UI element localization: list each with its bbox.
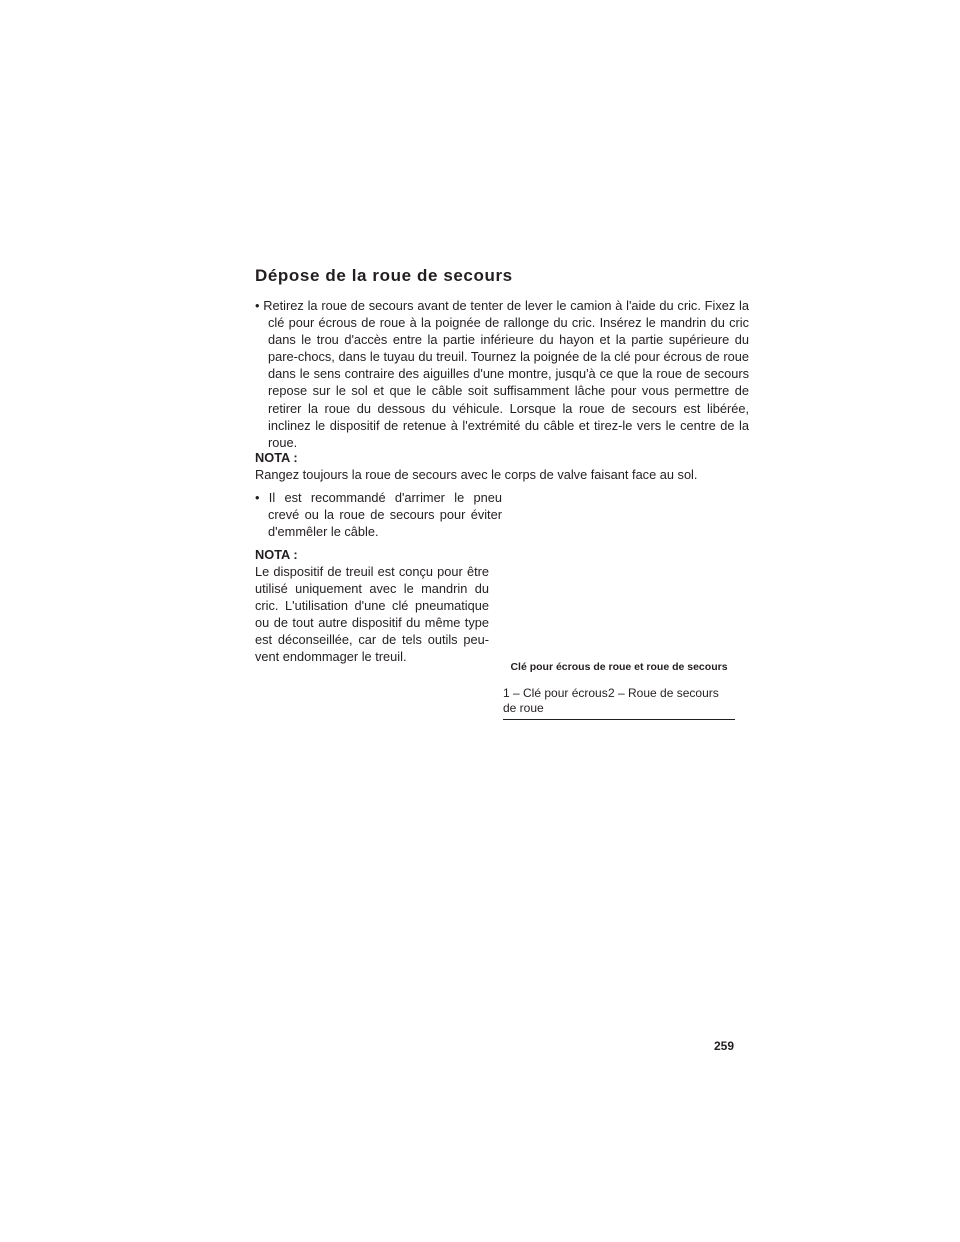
bullet-remove-spare: • Retirez la roue de secours avant de tenter de lever le camion à l'aide du cric. Fixez la clé pour écrous de roue à la poignée de rallonge du cric. Insérez le mandrin du cric dans le trou d'accès entre la partie inférieure du hayon et la partie supérieure du pare-chocs, dans le tuyau du treuil. Tournez la poignée de la clé pour écrous de roue dans le sens contraire des aiguilles d'une montre, jusqu'à ce que la roue de secours repose sur le sol et que le câble soit suffisamment lâche pour vous permettre de retirer la roue du dessous du véhicule. Lorsque la roue de secours est libérée, inclinez le dispositif de retenue à l'extrémité du câble et tirez-le vers le centre de la roue.	[255, 298, 749, 450]
legend-item-wrench: 1 – Clé pour écrous de roue	[503, 686, 608, 715]
section-title: Dépose de la roue de secours	[255, 266, 513, 285]
figure-caption: Clé pour écrous de roue et roue de secours	[510, 661, 728, 673]
page-number: 259	[713, 1039, 734, 1053]
note-text: Rangez toujours la roue de secours avec le corps de valve faisant face au sol.	[255, 467, 698, 482]
note-winch	[255, 546, 489, 665]
note-label: NOTA :	[255, 450, 298, 465]
note-text: Le dispositif de treuil est conçu pour être utilisé uniquement avec le mandrin du cric. L'utilisation d'une clé pneumatique ou de tout autre dispositif du même type est déconseillée, car de tels outils peu-vent endommager le treuil.	[255, 564, 489, 664]
note-valve-orientation	[255, 449, 735, 483]
legend-item-spare-wheel: 2 – Roue de secours	[608, 686, 719, 700]
note-label: NOTA :	[255, 547, 298, 562]
figure-legend	[503, 686, 735, 720]
bullet-secure-tire: • Il est recommandé d'arrimer le pneu crevé ou la roue de secours pour éviter d'emmêler le câble.	[255, 490, 502, 539]
